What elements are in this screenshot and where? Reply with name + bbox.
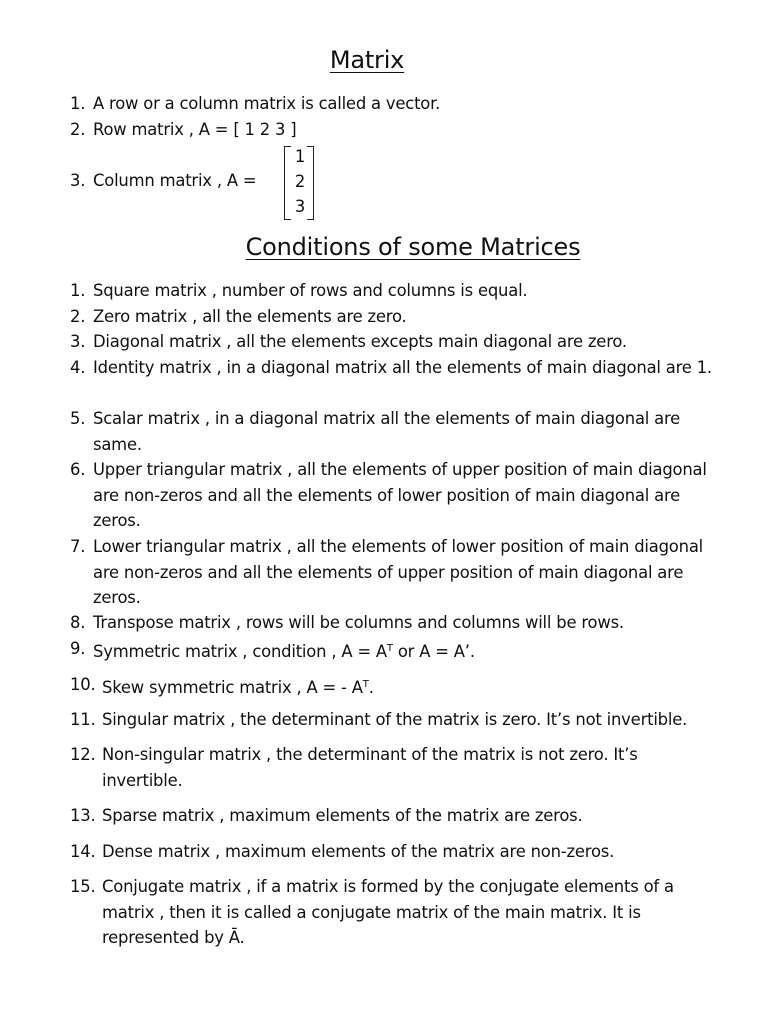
list-item	[70, 168, 720, 194]
item-number: 9.	[70, 639, 86, 658]
superscript-t: T	[362, 679, 369, 690]
item-number: 15.	[70, 877, 96, 896]
list-item	[70, 874, 720, 951]
list-item	[70, 636, 720, 665]
item-text: Lower triangular matrix , all the elements of lower position of main diagonal are non-zeros and all the elements of upper position of main diagonal are zeros.	[93, 537, 704, 607]
item-text: Transpose matrix , rows will be columns and columns will be rows.	[93, 613, 624, 632]
list-item	[70, 610, 720, 636]
item-number: 7.	[70, 537, 86, 556]
list-item	[70, 707, 720, 733]
item-number: 6.	[70, 460, 86, 479]
list-item	[70, 329, 720, 355]
item-number: 3.	[70, 332, 86, 351]
item-text: Singular matrix , the determinant of the matrix is zero. It’s not invertible.	[102, 710, 688, 729]
left-bracket	[284, 146, 291, 220]
superscript-t: T	[386, 643, 393, 654]
item-number: 14.	[70, 842, 96, 861]
list-item	[70, 278, 720, 304]
item-text: Skew symmetric matrix , A = - $A^T$.	[102, 678, 374, 697]
item-number: 12.	[70, 745, 96, 764]
item-number: 8.	[70, 613, 86, 632]
list-item	[70, 355, 720, 381]
list-item	[70, 91, 720, 117]
item-text: Scalar matrix , in a diagonal matrix all the elements of main diagonal are same.	[93, 409, 681, 454]
item-text: Conjugate matrix , if a matrix is formed by the conjugate elements of a matrix , then it is called a conjugate matrix of the main matrix. It is represented by Ā.	[102, 877, 674, 947]
item-text: Sparse matrix , maximum elements of the matrix are zeros.	[102, 806, 583, 825]
item-text: Symmetric matrix , condition , $A = A^T$ or A = A’.	[93, 642, 475, 661]
item-number: 1.	[70, 94, 86, 113]
item-number: 10.	[70, 675, 96, 694]
matrix-cell: 3	[294, 197, 306, 216]
item-number: 2.	[70, 307, 86, 326]
item-text: A row or a column matrix is called a vector.	[93, 94, 441, 113]
list-item	[70, 803, 720, 829]
item-text: Zero matrix , all the elements are zero.	[93, 307, 407, 326]
item-text: Upper triangular matrix , all the elements of upper position of main diagonal are non-zeros and all the elements of lower position of main diagonal are zeros.	[93, 460, 707, 530]
item-number: 1.	[70, 281, 86, 300]
item-number: 11.	[70, 710, 96, 729]
item-text: Square matrix , number of rows and columns is equal.	[93, 281, 528, 300]
column-matrix	[284, 146, 314, 220]
item-text: Row matrix , A = [ 1 2 3 ]	[93, 120, 297, 139]
list-item	[70, 457, 720, 534]
item-text: Dense matrix , maximum elements of the matrix are non-zeros.	[102, 842, 615, 861]
item-number: 5.	[70, 409, 86, 428]
list-item	[70, 117, 720, 143]
matrix-cell: 1	[294, 147, 306, 166]
page-title: Matrix	[329, 46, 405, 74]
item-number: 2.	[70, 120, 86, 139]
item-number: 4.	[70, 358, 86, 377]
item-text: Identity matrix , in a diagonal matrix all the elements of main diagonal are 1.	[93, 358, 712, 377]
list-item	[70, 304, 720, 330]
list-item	[70, 742, 720, 793]
item-text: Diagonal matrix , all the elements excepts main diagonal are zero.	[93, 332, 627, 351]
item-text: Column matrix , A =	[93, 171, 257, 190]
item-number: 3.	[70, 171, 86, 190]
item-number: 13.	[70, 806, 96, 825]
matrix-cell: 2	[294, 172, 306, 191]
section-title: Conditions of some Matrices	[245, 233, 581, 261]
list-item	[70, 839, 720, 865]
item-text: Non-singular matrix , the determinant of the matrix is not zero. It’s invertible.	[102, 745, 638, 790]
list-item	[70, 406, 720, 457]
list-item	[70, 534, 720, 611]
list-item	[70, 672, 720, 701]
